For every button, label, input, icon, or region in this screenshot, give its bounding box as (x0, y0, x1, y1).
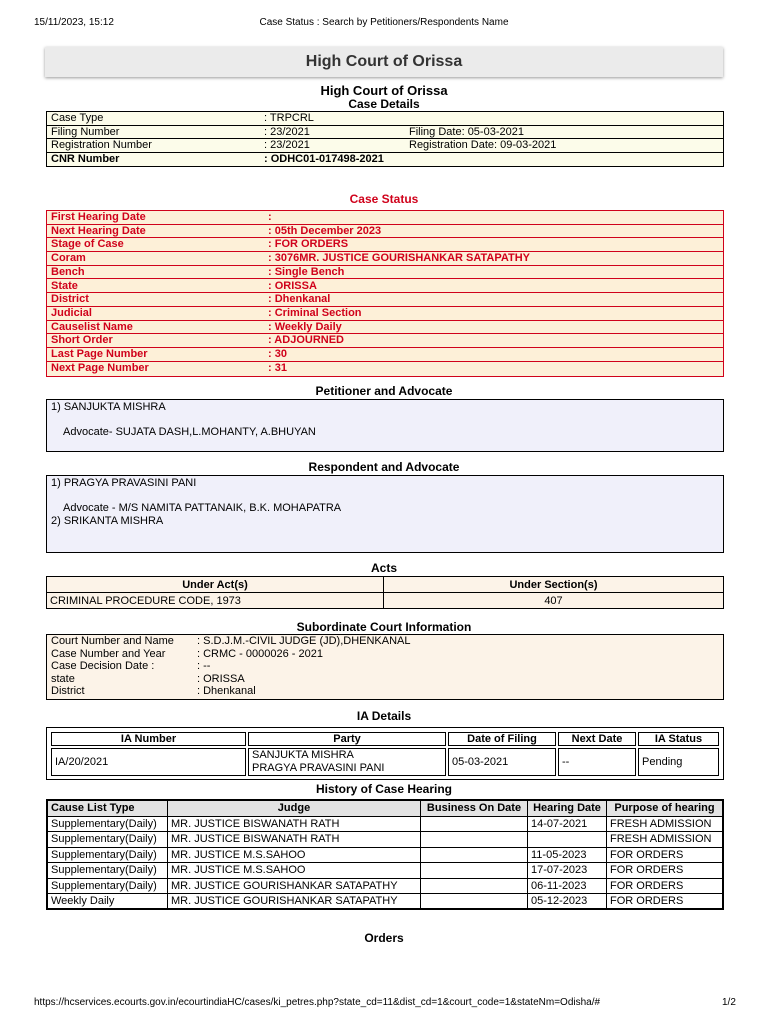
history-row (47, 832, 723, 848)
case-status-row (47, 252, 723, 266)
respondent-name-1: 1) PRAGYA PRAVASINI PANI (51, 477, 197, 489)
subordinate-row (47, 660, 723, 673)
history-hearing-date: 14-07-2021 (528, 816, 607, 832)
case-status-value: : ORISSA (268, 279, 317, 292)
registration-date: Registration Date: 09-03-2021 (409, 139, 557, 152)
cnr-number-row (47, 153, 723, 167)
case-status-value: : 05th December 2023 (268, 224, 382, 237)
respondent-advocate: Advocate - M/S NAMITA PATTANAIK, B.K. MOHAPATRA (63, 502, 342, 514)
history-cause-list-type: Weekly Daily (47, 894, 168, 910)
ia-header-party: Party (248, 732, 446, 746)
ia-party-1: SANJUKTA MISHRA (252, 749, 354, 761)
history-purpose: FRESH ADMISSION (607, 816, 724, 832)
case-status-row (47, 307, 723, 321)
case-status-label: State (51, 279, 78, 292)
ia-details-box (46, 727, 724, 780)
act-name: CRIMINAL PROCEDURE CODE, 1973 (47, 593, 384, 609)
subordinate-row (47, 685, 723, 698)
case-status-row (47, 334, 723, 348)
cnr-number-value: : ODHC01-017498-2021 (264, 153, 384, 166)
case-status-value: : Dhenkanal (268, 293, 331, 306)
history-judge: MR. JUSTICE BISWANATH RATH (168, 832, 421, 848)
case-status-value: : Criminal Section (268, 306, 362, 319)
history-hearing-date: 11-05-2023 (528, 847, 607, 863)
history-cause-list-type: Supplementary(Daily) (47, 816, 168, 832)
history-business-date (421, 847, 528, 863)
history-business-date (421, 878, 528, 894)
history-purpose: FOR ORDERS (607, 878, 724, 894)
history-header-business: Business On Date (421, 800, 528, 816)
filing-number-row (47, 126, 723, 140)
history-header-hearing-date: Hearing Date (528, 800, 607, 816)
court-name: High Court of Orissa (320, 83, 448, 98)
history-cause-list-type: Supplementary(Daily) (47, 863, 168, 879)
case-status-row (47, 348, 723, 362)
case-status-label: Bench (51, 265, 85, 278)
case-details-title: Case Details (348, 97, 420, 111)
site-banner: High Court of Orissa (45, 47, 723, 77)
case-status-label: Next Hearing Date (51, 224, 146, 237)
petitioner-title: Petitioner and Advocate (315, 384, 453, 398)
case-status-label: District (51, 293, 89, 306)
case-status-value: : 31 (268, 361, 287, 374)
case-status-label: Judicial (51, 306, 92, 319)
subordinate-value: : -- (197, 660, 211, 673)
subordinate-label: Case Number and Year (51, 647, 166, 660)
respondent-name-2: 2) SRIKANTA MISHRA (51, 515, 164, 527)
print-page-title: Case Status : Search by Petitioners/Respondents Name (259, 17, 509, 28)
filing-number-label: Filing Number (51, 125, 120, 138)
subordinate-label: District (51, 685, 85, 698)
case-status-row (47, 211, 723, 225)
case-status-value: : 3076MR. JUSTICE GOURISHANKAR SATAPATHY (268, 252, 530, 265)
case-status-value: : ADJOURNED (268, 334, 344, 347)
acts-title: Acts (370, 561, 397, 575)
history-judge: MR. JUSTICE BISWANATH RATH (168, 816, 421, 832)
case-status-row (47, 225, 723, 239)
footer-url: https://hcservices.ecourts.gov.in/ecourtindiaHC/cases/ki_petres.php?state_cd=11&dist_cd=1&court_code=1&stateNm=Odisha/# (34, 997, 601, 1008)
case-status-row (47, 280, 723, 294)
history-row (47, 847, 723, 863)
subordinate-box (46, 634, 724, 700)
case-status-label: Stage of Case (51, 238, 124, 251)
history-purpose: FOR ORDERS (607, 847, 724, 863)
cnr-number-label: CNR Number (51, 153, 120, 166)
history-cause-list-type: Supplementary(Daily) (47, 832, 168, 848)
case-status-label: Coram (51, 252, 86, 265)
case-status-box (46, 210, 724, 377)
petitioner-advocate: Advocate- SUJATA DASH,L.MOHANTY, A.BHUYAN (63, 426, 316, 438)
history-purpose: FOR ORDERS (607, 894, 724, 910)
history-title: History of Case Hearing (315, 782, 453, 796)
case-status-label: First Hearing Date (51, 211, 146, 223)
print-datetime: 15/11/2023, 15:12 (34, 17, 114, 28)
history-judge: MR. JUSTICE GOURISHANKAR SATAPATHY (168, 894, 421, 910)
history-cause-list-type: Supplementary(Daily) (47, 847, 168, 863)
ia-party (248, 748, 446, 776)
petitioner-name: 1) SANJUKTA MISHRA (51, 401, 166, 413)
history-judge: MR. JUSTICE GOURISHANKAR SATAPATHY (168, 878, 421, 894)
history-row (47, 878, 723, 894)
case-status-row (47, 238, 723, 252)
ia-filing-date: 05-03-2021 (448, 748, 556, 776)
ia-header-next-date: Next Date (558, 732, 636, 746)
case-status-row (47, 362, 723, 376)
footer-page-number: 1/2 (722, 997, 736, 1008)
case-status-label: Causelist Name (51, 320, 133, 333)
case-status-row (47, 293, 723, 307)
case-status-label: Short Order (51, 334, 113, 347)
case-status-value: : (268, 211, 272, 223)
history-cause-list-type: Supplementary(Daily) (47, 878, 168, 894)
case-type-label: Case Type (51, 112, 104, 124)
case-status-value: : FOR ORDERS (268, 238, 349, 251)
ia-status: Pending (638, 748, 719, 776)
history-row (47, 863, 723, 879)
case-status-value: : Weekly Daily (268, 320, 342, 333)
history-row (47, 894, 723, 910)
history-header-judge: Judge (168, 800, 421, 816)
history-business-date (421, 816, 528, 832)
subordinate-value: : Dhenkanal (197, 685, 256, 698)
subordinate-value: : S.D.J.M.-CIVIL JUDGE (JD),DHENKANAL (197, 635, 411, 647)
case-type-value: : TRPCRL (264, 112, 314, 124)
respondent-title: Respondent and Advocate (308, 460, 460, 474)
history-business-date (421, 863, 528, 879)
case-details-box (46, 111, 724, 167)
history-business-date (421, 894, 528, 910)
subordinate-label: Case Decision Date : (51, 660, 155, 673)
case-status-row (47, 321, 723, 335)
subordinate-value: : CRMC - 0000026 - 2021 (197, 647, 323, 660)
ia-header-filing: Date of Filing (448, 732, 556, 746)
ia-table (49, 730, 721, 778)
subordinate-label: Court Number and Name (51, 635, 174, 647)
history-purpose: FOR ORDERS (607, 863, 724, 879)
ia-number: IA/20/2021 (51, 748, 246, 776)
ia-header-number: IA Number (51, 732, 246, 746)
acts-header-act: Under Act(s) (47, 577, 384, 593)
respondent-box (46, 475, 724, 553)
history-purpose: FRESH ADMISSION (607, 832, 724, 848)
filing-number-value: : 23/2021 (264, 125, 310, 138)
acts-table (46, 576, 724, 609)
acts-header-section: Under Section(s) (384, 577, 724, 593)
history-row (47, 816, 723, 832)
history-hearing-date: 05-12-2023 (528, 894, 607, 910)
subordinate-row (47, 648, 723, 661)
case-status-value: : Single Bench (268, 265, 345, 278)
registration-number-row (47, 139, 723, 153)
history-hearing-date: 06-11-2023 (528, 878, 607, 894)
subordinate-value: : ORISSA (197, 672, 245, 685)
registration-number-label: Registration Number (51, 139, 152, 152)
act-section: 407 (384, 593, 724, 609)
ia-party-2: PRAGYA PRAVASINI PANI (252, 762, 385, 774)
subordinate-title: Subordinate Court Information (296, 620, 472, 634)
ia-details-title: IA Details (356, 709, 412, 723)
case-type-row (47, 112, 723, 126)
history-business-date (421, 832, 528, 848)
ia-next-date: -- (558, 748, 636, 776)
history-hearing-date: 17-07-2023 (528, 863, 607, 879)
case-status-value: : 30 (268, 348, 287, 360)
orders-title: Orders (364, 931, 404, 945)
petitioner-box (46, 399, 724, 452)
registration-number-value: : 23/2021 (264, 139, 310, 152)
history-header-purpose: Purpose of hearing (607, 800, 724, 816)
case-status-label: Last Page Number (51, 348, 148, 360)
history-header-cause-list: Cause List Type (47, 800, 168, 816)
subordinate-row (47, 635, 723, 648)
subordinate-row (47, 673, 723, 686)
history-table (46, 799, 724, 910)
history-judge: MR. JUSTICE M.S.SAHOO (168, 847, 421, 863)
case-status-label: Next Page Number (51, 361, 149, 374)
case-status-row (47, 266, 723, 280)
filing-date: Filing Date: 05-03-2021 (409, 125, 524, 138)
history-hearing-date (528, 832, 607, 848)
case-status-title: Case Status (349, 192, 419, 206)
subordinate-label: state (51, 672, 75, 685)
ia-header-status: IA Status (638, 732, 719, 746)
history-judge: MR. JUSTICE M.S.SAHOO (168, 863, 421, 879)
